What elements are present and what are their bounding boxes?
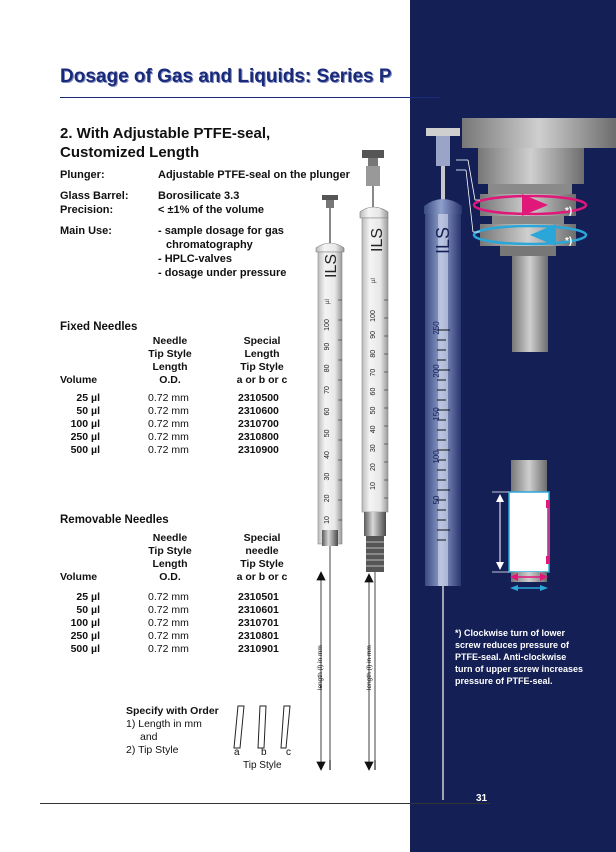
col-head-line: Length [152, 361, 188, 373]
cell-od: 0.72 mm [148, 591, 189, 603]
scale-label: 50 [324, 429, 331, 438]
cell-volume: 250 µl [70, 630, 100, 642]
cell-order-code: 2310501 [238, 591, 279, 603]
tip-letter-c: c [286, 747, 291, 758]
main-use-line: chromatography [166, 239, 253, 251]
main-use-line: - HPLC-valves [158, 253, 232, 265]
cell-od: 0.72 mm [148, 630, 189, 642]
scale-label: 250 [432, 321, 441, 335]
scale-unit-left: µl [325, 299, 331, 304]
section-heading: 2. With Adjustable PTFE-seal, Customized Length [60, 125, 271, 161]
cell-volume: 500 µl [70, 643, 100, 655]
scale-label: 80 [370, 349, 377, 358]
screw-marker-lower: *) [565, 236, 573, 247]
cell-order-code: 2310500 [238, 392, 279, 404]
tip-letter-b: b [261, 747, 267, 758]
cell-od: 0.72 mm [148, 418, 189, 430]
specify-line: 2) Tip Style [126, 744, 179, 756]
page-number: 31 [476, 793, 488, 804]
col-head-line: a or b or c [236, 571, 288, 583]
specify-title: Specify with Order [126, 705, 219, 717]
tip-style-c-icon [281, 706, 290, 748]
col-head-line: Length [152, 558, 188, 570]
scale-label: 100 [324, 319, 331, 331]
cell-od: 0.72 mm [148, 617, 189, 629]
scale-label: 60 [370, 387, 377, 396]
tip-style-label: Tip Style [243, 760, 282, 771]
brand-label-large: ILS [433, 226, 453, 254]
col-head-line: Special [243, 532, 281, 544]
cell-order-code: 2310901 [238, 643, 279, 655]
main-use-line: - sample dosage for gas [158, 225, 284, 237]
cell-volume: 50 µl [76, 405, 100, 417]
scale-label: 100 [370, 310, 377, 322]
col-volume: Volume [60, 571, 98, 583]
scale-label: 70 [370, 368, 377, 377]
scale-label: 150 [432, 407, 441, 421]
main-use-line: - dosage under pressure [158, 267, 287, 279]
cell-volume: 25 µl [76, 392, 100, 404]
scale-label: 40 [324, 451, 331, 459]
cell-od: 0.72 mm [148, 431, 189, 443]
spec-value: Borosilicate 3.3 [158, 190, 240, 202]
cell-order-code: 2310701 [238, 617, 279, 629]
spec-value: < ±1% of the volume [158, 204, 264, 216]
cell-od: 0.72 mm [148, 444, 189, 456]
spec-value: Adjustable PTFE-seal on the plunger [158, 169, 350, 181]
specify-line: and [140, 731, 158, 743]
col-head-line: Needle [152, 532, 188, 544]
col-head-line: Tip Style [148, 348, 192, 360]
cell-od: 0.72 mm [148, 392, 189, 404]
col-head-line: a or b or c [236, 374, 288, 386]
scale-label: 200 [432, 364, 441, 378]
ptfe-seal-detail-icon [492, 460, 550, 591]
cell-volume: 25 µl [76, 591, 100, 603]
cell-volume: 100 µl [70, 617, 100, 629]
footnote: *) Clockwise turn of lower screw reduces pressure of PTFE-seal. Anti-clockwise turn of upper screw increases pressure of PTFE-seal. [455, 628, 584, 686]
bottom-rule [40, 803, 490, 804]
scale-label: 50 [370, 406, 377, 415]
col-head-line: Needle [152, 335, 188, 347]
scale-label: 10 [370, 482, 377, 490]
scale-label: 60 [324, 407, 331, 416]
col-head-line: Tip Style [148, 545, 192, 557]
cell-volume: 250 µl [70, 431, 100, 443]
cell-od: 0.72 mm [148, 405, 189, 417]
spec-label: Plunger: [60, 169, 105, 181]
col-head-line: Length [244, 348, 280, 360]
scale-unit-middle: µl [371, 278, 377, 283]
scale-label: 20 [324, 494, 331, 503]
scale-label: 30 [370, 444, 377, 453]
cell-order-code: 2310900 [238, 444, 279, 456]
tip-style-b-icon [258, 706, 266, 748]
length-label-middle: length (l) in mm [366, 645, 373, 690]
tip-style-a-icon [234, 706, 244, 748]
brand-label-middle: ILS [369, 227, 386, 252]
cell-order-code: 2310600 [238, 405, 279, 417]
plunger-screw-detail-icon [456, 118, 616, 352]
col-head-line: Special [243, 335, 281, 347]
fixed-needles-title: Fixed Needles [60, 321, 138, 333]
scale-label: 90 [370, 330, 377, 339]
spec-label: Main Use: [60, 225, 112, 237]
specify-line: 1) Length in mm [126, 718, 202, 730]
scale-label: 30 [324, 472, 331, 481]
length-label-left: length (l) in mm [317, 645, 324, 690]
cell-volume: 50 µl [76, 604, 100, 616]
scale-label: 90 [324, 342, 331, 351]
col-head-line: Tip Style [240, 361, 284, 373]
scale-label: 10 [324, 516, 331, 524]
scale-label: 100 [432, 450, 441, 464]
cell-volume: 100 µl [70, 418, 100, 430]
col-head-line: needle [245, 545, 279, 557]
col-head-line: O.D. [159, 571, 181, 583]
cell-order-code: 2310700 [238, 418, 279, 430]
scale-label: 80 [324, 364, 331, 373]
brand-label-left: ILS [323, 253, 340, 278]
cell-order-code: 2310800 [238, 431, 279, 443]
page-title: Dosage of Gas and Liquids: Series P [60, 66, 392, 87]
col-head-line: O.D. [159, 374, 181, 386]
spec-label: Glass Barrel: [60, 190, 129, 202]
col-volume: Volume [60, 374, 98, 386]
cell-order-code: 2310801 [238, 630, 279, 642]
removable-needles-title: Removable Needles [60, 514, 169, 526]
cell-od: 0.72 mm [148, 643, 189, 655]
scale-label: 40 [370, 425, 377, 434]
col-head-line: Tip Style [240, 558, 284, 570]
scale-label: 50 [432, 495, 441, 505]
cell-volume: 500 µl [70, 444, 100, 456]
spec-label: Precision: [60, 204, 114, 216]
cell-order-code: 2310601 [238, 604, 279, 616]
cell-od: 0.72 mm [148, 604, 189, 616]
screw-marker-upper: *) [565, 206, 573, 217]
tip-letter-a: a [234, 747, 240, 758]
scale-label: 20 [370, 463, 377, 472]
scale-label: 70 [324, 386, 331, 394]
